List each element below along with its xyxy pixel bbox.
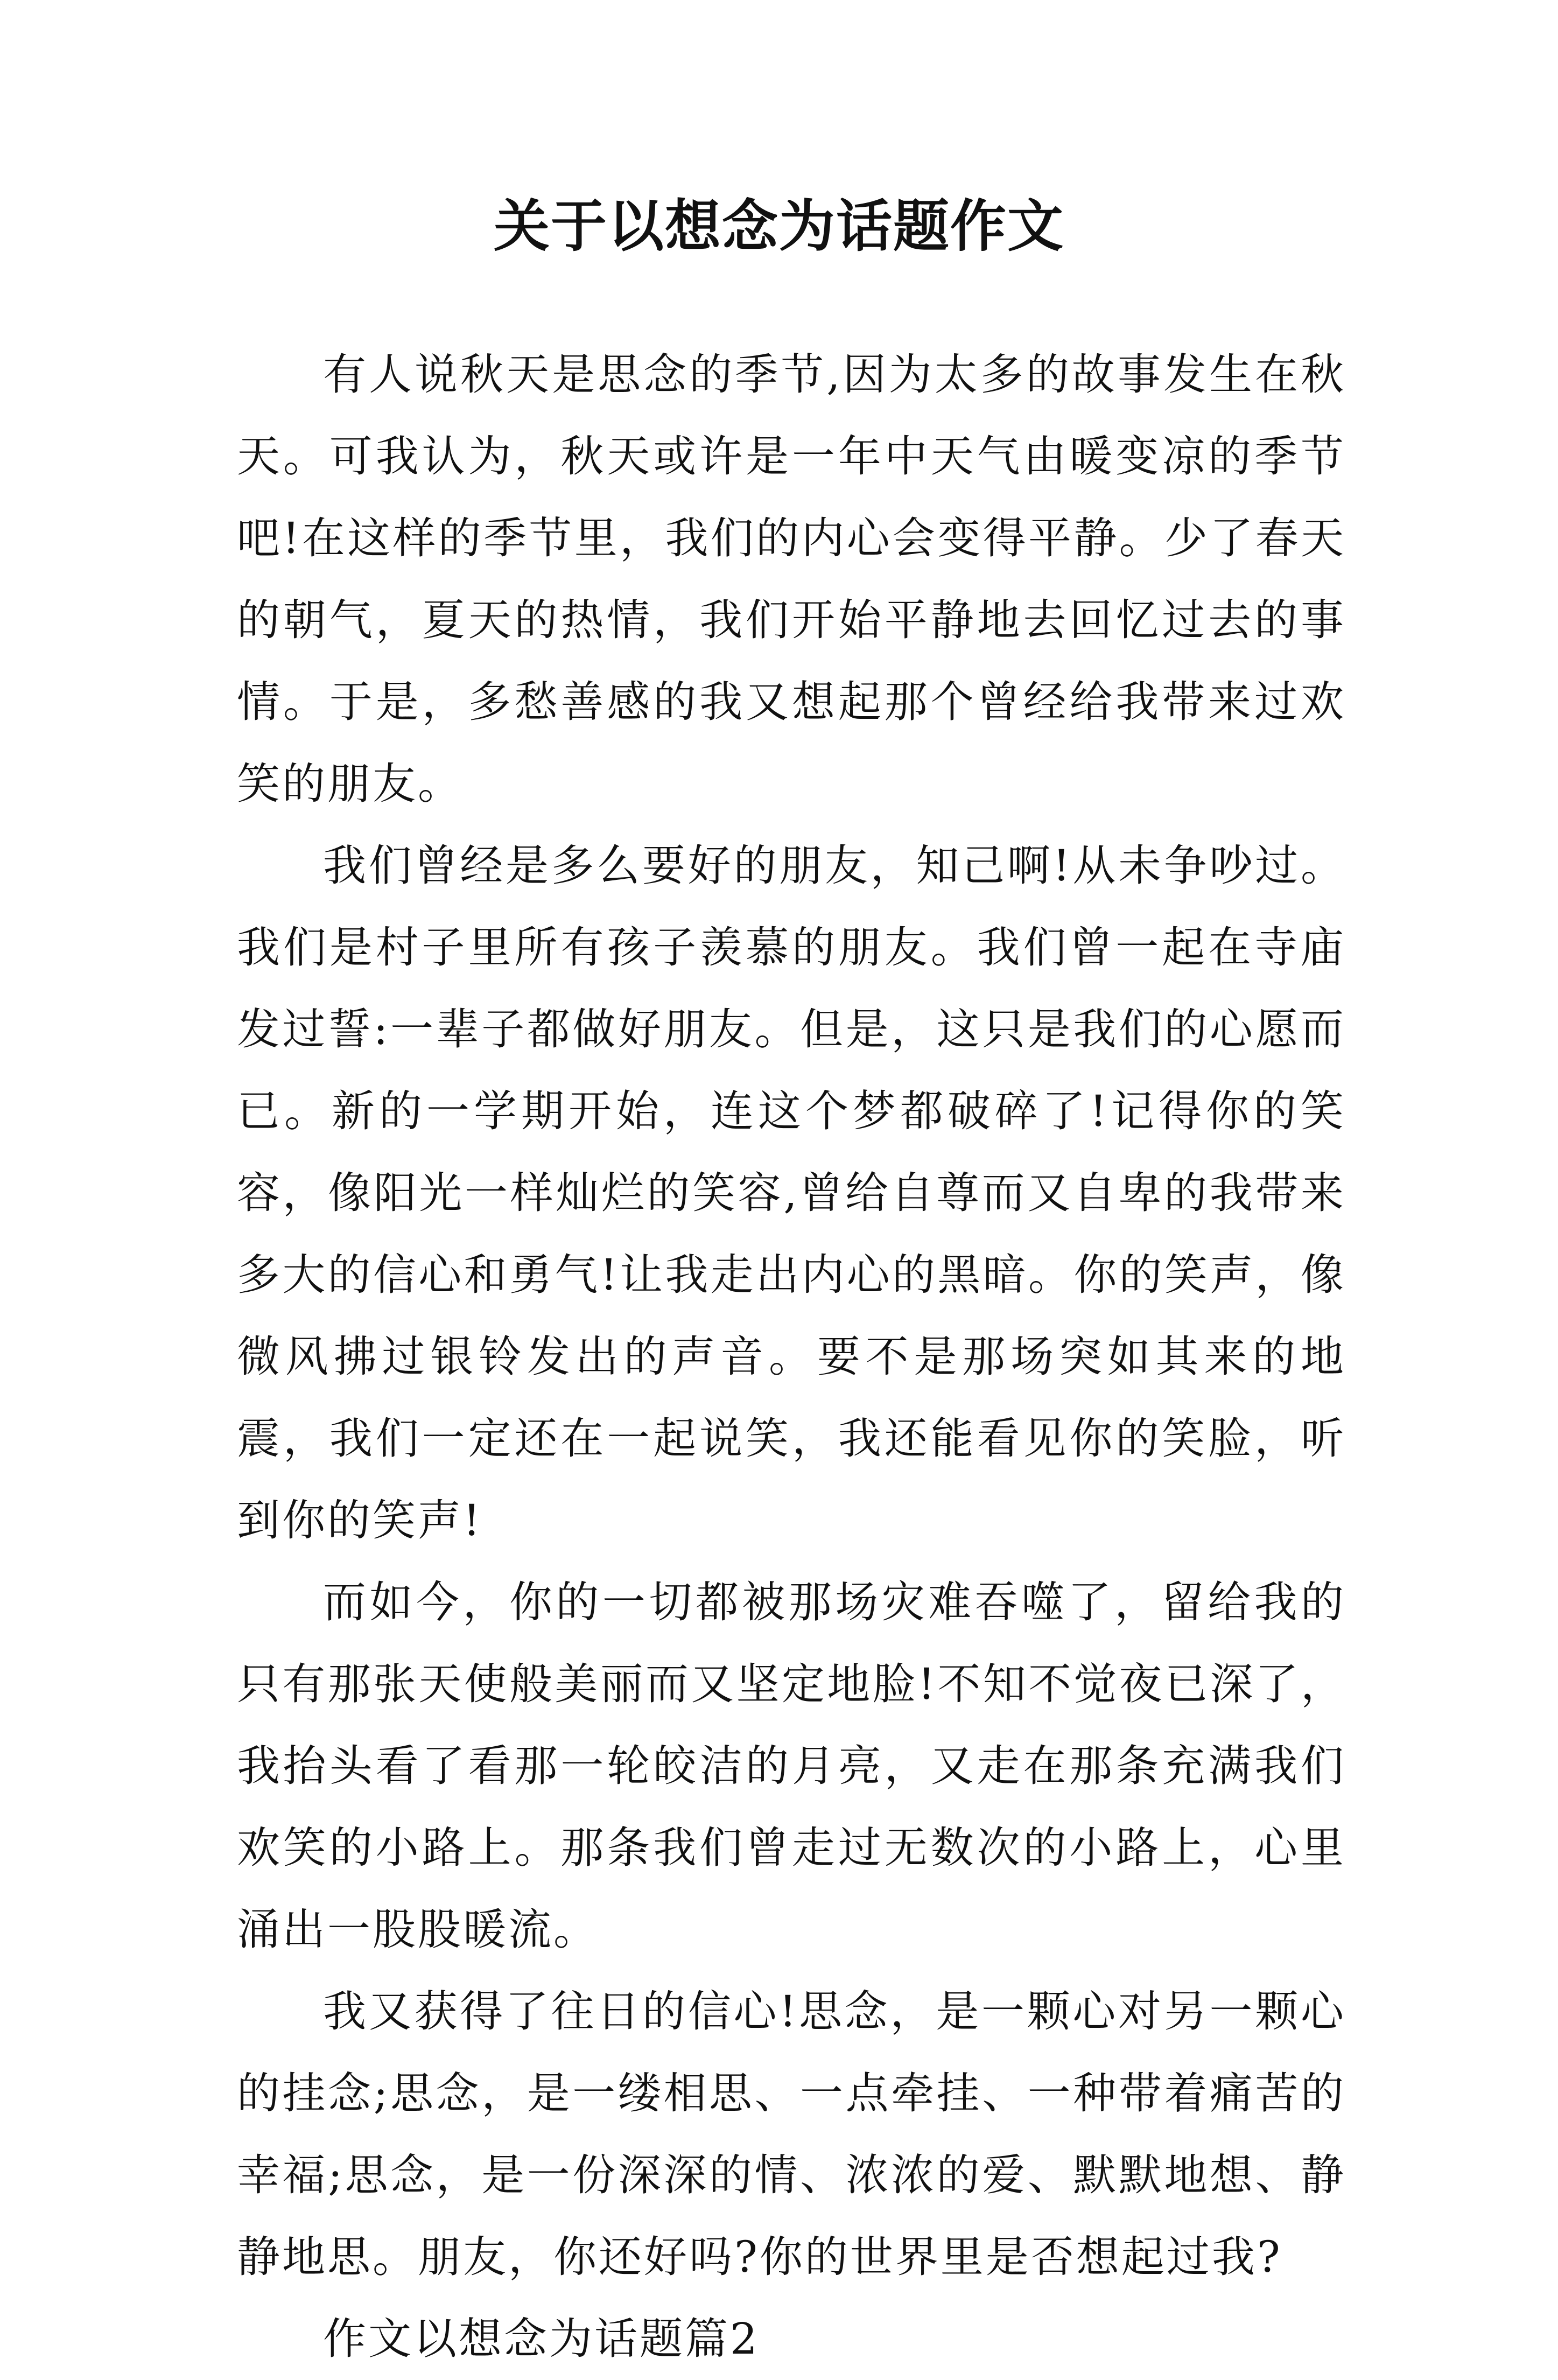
paragraph-1: 有人说秋天是思念的季节,因为太多的故事发生在秋天。可我认为，秋天或许是一年中天气由暖变凉的季节吧!在这样的季节里，我们的内心会变得平静。少了春天的朝气，夏天的热情，我们开始平静地去回忆过去的事情。于是，多愁善感的我又想起那个曾经给我带来过欢笑的朋友。 [237,349,1346,809]
document-body [237,334,1346,2380]
paragraph-3: 而如今，你的一切都被那场灾难吞噬了，留给我的只有那张天使般美丽而又坚定地脸!不知不觉夜已深了，我抬头看了看那一轮皎洁的月亮，又走在那条充满我们欢笑的小路上。那条我们曾走过无数次的小路上，心里涌出一股股暖流。 [237,1577,1346,1955]
paragraph-4: 我又获得了往日的信心!思念，是一颗心对另一颗心的挂念;思念，是一缕相思、一点牵挂、一种带着痛苦的幸福;思念，是一份深深的情、浓浓的爱、默默地想、静静地思。朋友，你还好吗?你的世界里是否想起过我? [237,1986,1346,2282]
paragraph-2: 我们曾经是多么要好的朋友，知己啊!从未争吵过。我们是村子里所有孩子羡慕的朋友。我们曾一起在寺庙发过誓:一辈子都做好朋友。但是，这只是我们的心愿而已。新的一学期开始，连这个梦都破碎了!记得你的笑容，像阳光一样灿烂的笑容,曾给自尊而又自卑的我带来多大的信心和勇气!让我走出内心的黑暗。你的笑声，像微风拂过银铃发出的声音。要不是那场突如其来的地震，我们一定还在一起说笑，我还能看见你的笑脸，听到你的笑声! [237,841,1346,1545]
document-title: 关于以想念为话题作文 [493,193,1064,259]
section-heading: 作文以想念为话题篇2 [323,2314,760,2364]
